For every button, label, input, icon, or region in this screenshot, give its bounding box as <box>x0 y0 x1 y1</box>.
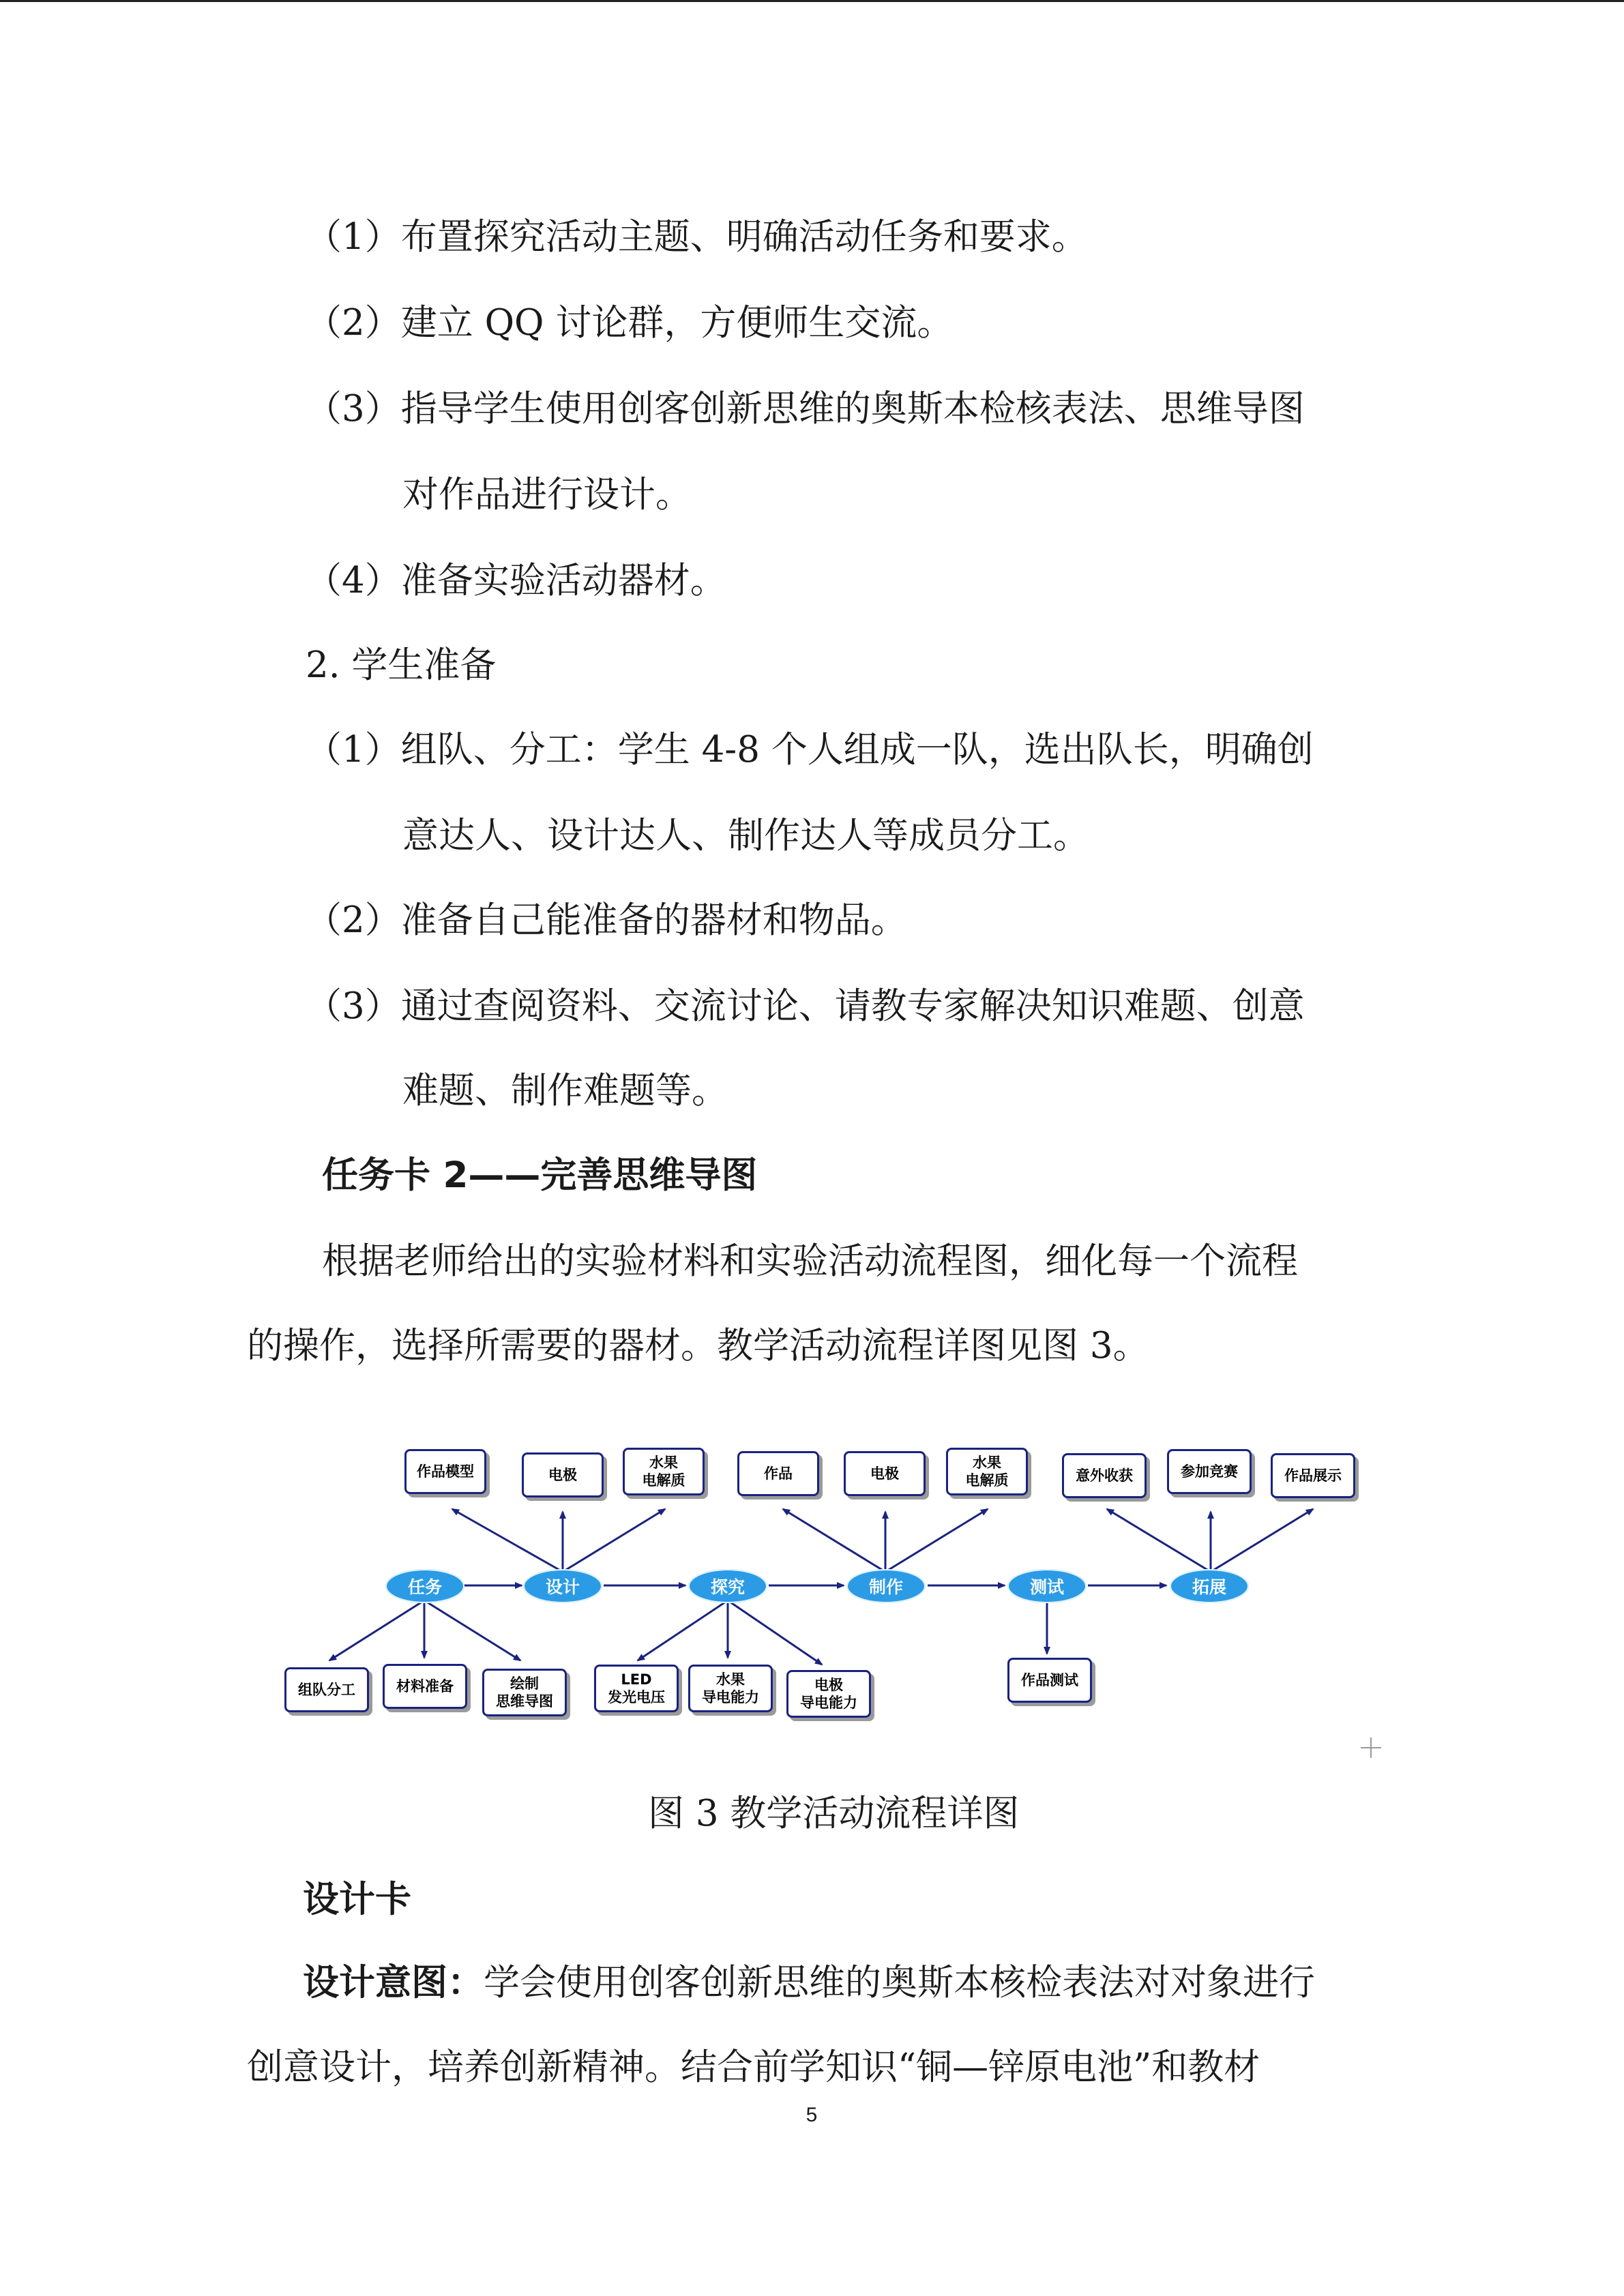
prep-item-3-cont: 对作品进行设计。 <box>402 474 692 516</box>
body-paragraph-line2: 的操作，选择所需要的器材。教学活动流程详图见图 3。 <box>247 1325 1149 1367</box>
box-design-electrode: 电极 <box>522 1452 604 1497</box>
prep-item-3: （3）指导学生使用创客创新思维的奥斯本检核表法、思维导图 <box>306 388 1305 430</box>
figure-caption: 图 3 教学活动流程详图 <box>648 1793 1020 1834</box>
box-make-work: 作品 <box>737 1451 819 1496</box>
student-item-2: （2）准备自己能准备的器材和物品。 <box>306 899 907 941</box>
body-paragraph-line1: 根据老师给出的实验材料和实验活动流程图，细化每一个流程 <box>322 1240 1298 1282</box>
crosshair-mark <box>1361 1738 1381 1758</box>
step-test: 测试 <box>1007 1569 1087 1603</box>
teaching-activity-flowchart <box>276 1429 1381 1742</box>
step-make: 制作 <box>846 1569 926 1603</box>
box-design-fruit-electrolyte: 水果 电解质 <box>623 1448 705 1495</box>
prep-item-4: （4）准备实验活动器材。 <box>306 560 726 601</box>
step-design: 设计 <box>523 1569 602 1603</box>
box-work-show: 作品展示 <box>1271 1453 1355 1498</box>
box-join-contest: 参加竞赛 <box>1167 1449 1252 1494</box>
design-card-title: 设计卡 <box>303 1879 411 1920</box>
student-item-3: （3）通过查阅资料、交流讨论、请教专家解决知识难题、创意 <box>306 985 1305 1027</box>
step-extend: 拓展 <box>1170 1569 1249 1603</box>
box-unexpected-harvest: 意外收获 <box>1062 1453 1147 1498</box>
page-number: 5 <box>806 2104 818 2126</box>
student-item-3-cont: 难题、制作难题等。 <box>402 1070 728 1112</box>
student-item-1-cont: 意达人、设计达人、制作达人等成员分工。 <box>402 815 1089 856</box>
box-fruit-conductivity: 水果 导电能力 <box>688 1665 773 1712</box>
task-card-2-heading: 任务卡 2——完善思维导图 <box>322 1154 758 1196</box>
box-work-model: 作品模型 <box>404 1449 486 1494</box>
box-team-division: 组队分工 <box>284 1667 369 1712</box>
top-border <box>0 0 1624 2</box>
step-explore: 探究 <box>688 1569 767 1603</box>
box-led-voltage: LED 发光电压 <box>594 1665 679 1712</box>
box-make-electrode: 电极 <box>844 1451 926 1496</box>
design-intent-label: 设计意图： <box>303 1962 484 2003</box>
prep-item-2: （2）建立 QQ 讨论群，方便师生交流。 <box>306 302 954 344</box>
design-intent-text: 学会使用创客创新思维的奥斯本核检表法对对象进行 <box>484 1962 1315 2003</box>
box-material-prep: 材料准备 <box>383 1664 467 1709</box>
student-item-1: （1）组队、分工：学生 4-8 个人组成一队，选出队长，明确创 <box>306 729 1314 771</box>
design-intent-line2: 创意设计，培养创新精神。结合前学知识“铜—锌原电池”和教材 <box>247 2046 1260 2088</box>
prep-item-1: （1）布置探究活动主题、明确活动任务和要求。 <box>306 216 1088 258</box>
design-intent-line <box>303 1963 1315 2003</box>
box-make-fruit-electrolyte: 水果 电解质 <box>946 1448 1028 1495</box>
step-task: 任务 <box>385 1569 464 1603</box>
box-work-test: 作品测试 <box>1007 1658 1092 1703</box>
box-electrode-conductivity: 电极 导电能力 <box>786 1670 871 1718</box>
box-draw-mindmap: 绘制 思维导图 <box>482 1669 567 1716</box>
section-student-prep: 2. 学生准备 <box>306 644 497 686</box>
